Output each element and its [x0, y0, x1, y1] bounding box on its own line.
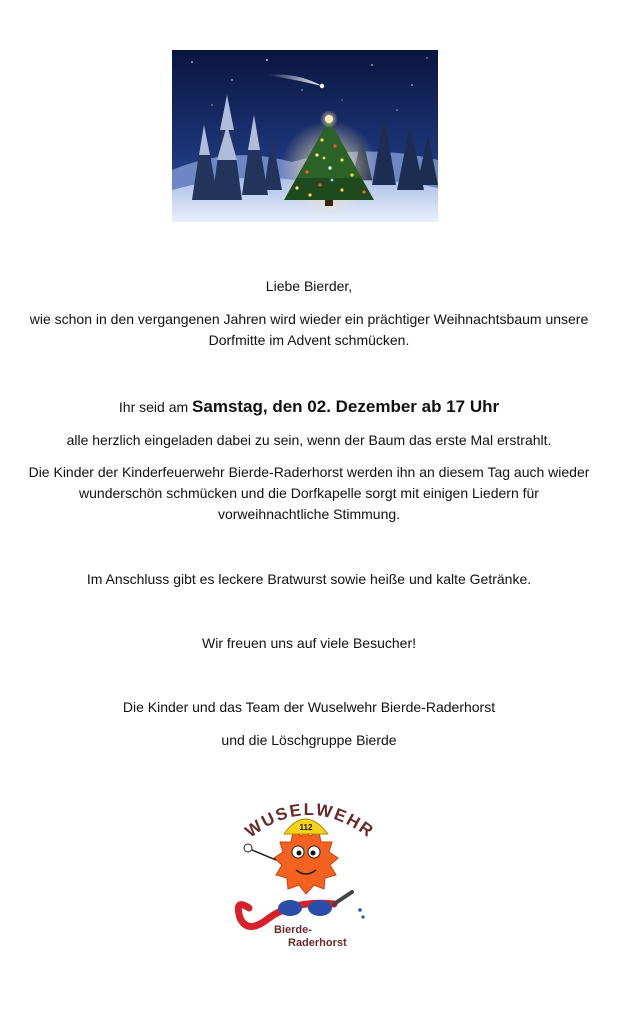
food-text: Im Anschluss gibt es leckere Bratwurst sowie heiße und kalte Getränke. — [86, 571, 532, 587]
intro-line-1: wie schon in den vergangenen Jahren wird wieder ein prächtiger Weihnachtsbaum unsere — [29, 311, 589, 327]
invite-text: alle herzlich eingeladen dabei zu sein, wenn der Baum das erste Mal erstrahlt. — [66, 432, 552, 448]
intro-line-2: Dorfmitte im Advent schmücken. — [208, 332, 410, 348]
wuselwehr-logo — [224, 790, 392, 950]
logo-title: WUSELWEHR — [241, 799, 379, 842]
kids-line-1: Die Kinder der Kinderfeuerwehr Bierde-Raderhorst werden ihn an diesem Tag auch wieder — [28, 464, 590, 480]
logo-number: 112 — [299, 823, 313, 832]
signature-line-1: Die Kinder und das Team der Wuselwehr Bierde-Raderhorst — [122, 699, 496, 715]
kids-line-2: wunderschön schmücken und die Dorfkapelle sorgt mit einigen Liedern für — [79, 485, 539, 501]
logo-place-line-2: Raderhorst — [288, 937, 347, 949]
kids-line-3: vorweihnachtliche Stimmung. — [217, 506, 401, 522]
signature-line-2: und die Löschgruppe Bierde — [221, 732, 397, 748]
date-line — [0, 395, 618, 419]
date-highlight: Samstag, den 02. Dezember ab 17 Uhr — [192, 397, 500, 416]
date-prefix: Ihr seid am — [118, 399, 193, 415]
welcome-text: Wir freuen uns auf viele Besucher! — [202, 635, 416, 651]
christmas-tree-photo — [172, 50, 438, 222]
logo-place-line-1: Bierde- — [274, 924, 312, 936]
greeting: Liebe Bierder, — [265, 278, 353, 294]
